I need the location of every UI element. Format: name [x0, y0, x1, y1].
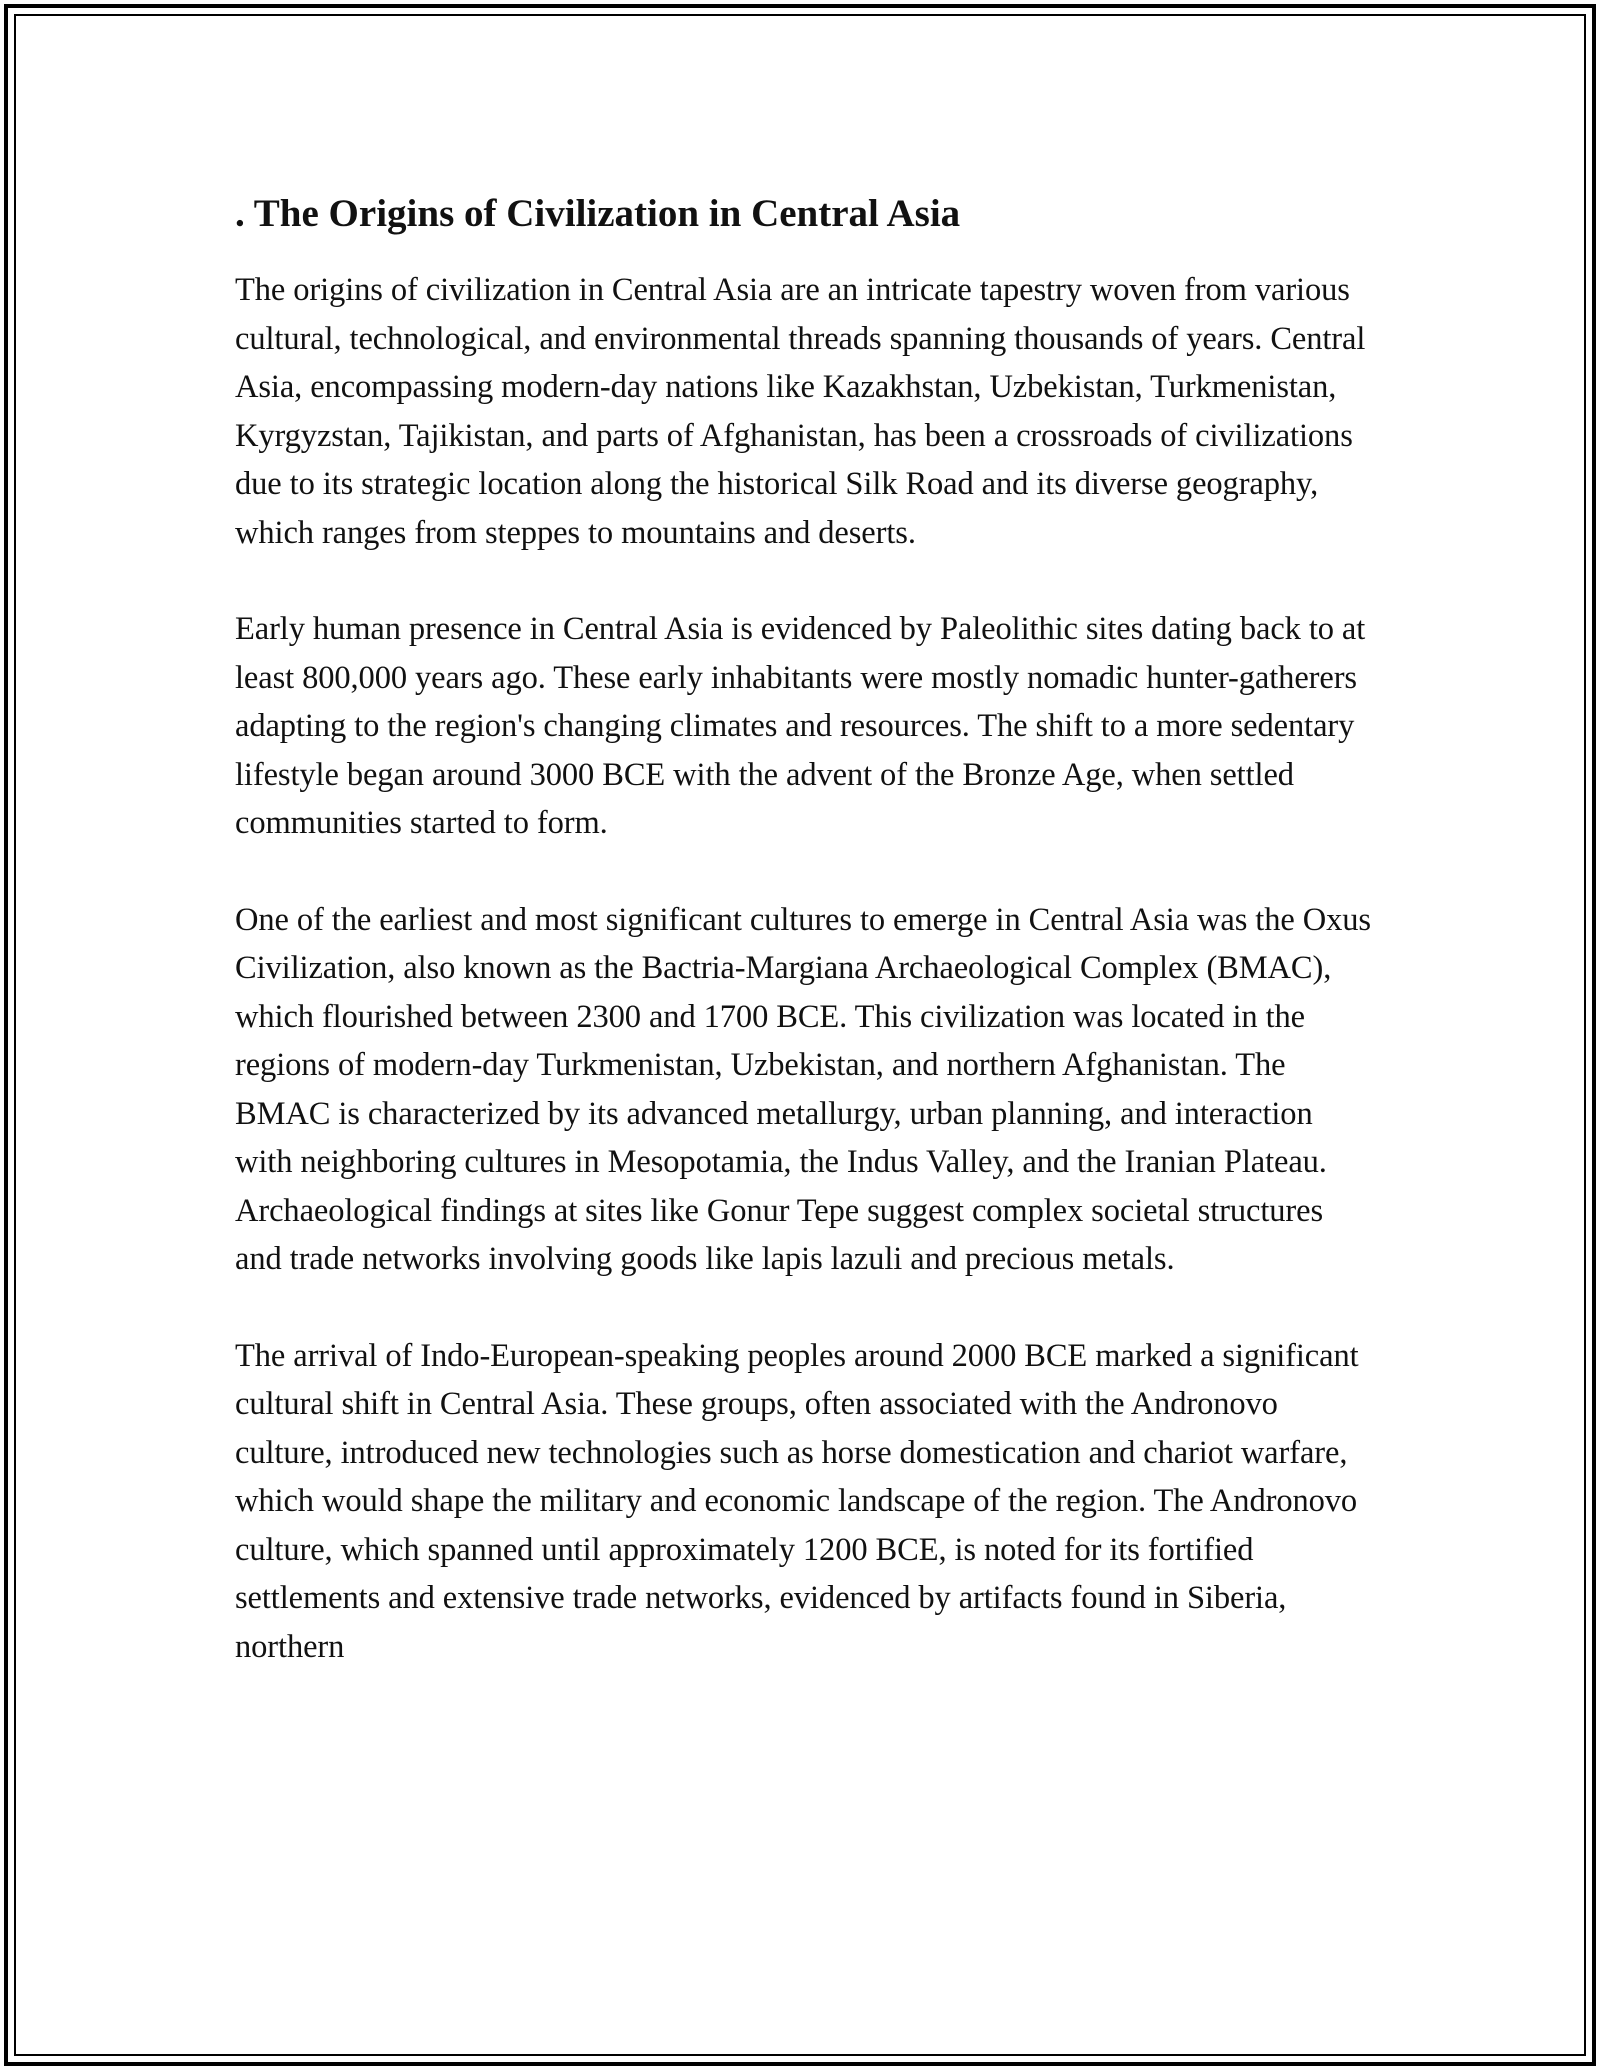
paragraph-indo-european-arrival: The arrival of Indo-European-speaking peoples around 2000 BCE marked a significant cultural shift in Central Asia. These groups, often associated with the Andronovo culture, introduced new technologies such as horse domestication and chariot warfare, which would shape the military and economic landscape of the region. The Andronovo culture, which spanned until approximately 1200 BCE, is noted for its fortified settlements and extensive trade networks, evidenced by artifacts found in Siberia, northern — [235, 1337, 1359, 1665]
paragraph-origins-overview: The origins of civilization in Central Asia are an intricate tapestry woven from various cultural, technological, and environmental threads spanning thousands of years. Central Asia, encompassing modern-day nations like Kazakhstan, Uzbekistan, Turkmenistan, Kyrgyzstan, Tajikistan, and parts of Afghanistan, has been a crossroads of civilizations due to its strategic location along the historical Silk Road and its diverse geography, which ranges from steppes to mountains and deserts. — [235, 272, 1366, 551]
document-body — [235, 188, 1375, 1671]
paragraph-early-human-presence: Early human presence in Central Asia is evidenced by Paleolithic sites dating back to at least 800,000 years ago. These early inhabitants were mostly nomadic hunter-gatherers adapting to the region's changing climates and resources. The shift to a more sedentary lifestyle began around 3000 BCE with the advent of the Bronze Age, when settled communities started to form. — [235, 611, 1366, 841]
paragraph-oxus-civilization: One of the earliest and most significant cultures to emerge in Central Asia was the Oxus Civilization, also known as the Bactria-Margiana Archaeological Complex (BMAC), which flourished between 2300 and 1700 BCE. This civilization was located in the regions of modern-day Turkmenistan, Uzbekistan, and northern Afghanistan. The BMAC is characterized by its advanced metallurgy, urban planning, and interaction with neighboring cultures in Mesopotamia, the Indus Valley, and the Iranian Plateau. Archaeological findings at sites like Gonur Tepe suggest complex societal structures and trade networks involving goods like lapis lazuli and precious metals. — [235, 901, 1371, 1277]
page-title: . The Origins of Civilization in Central Asia — [235, 192, 961, 235]
